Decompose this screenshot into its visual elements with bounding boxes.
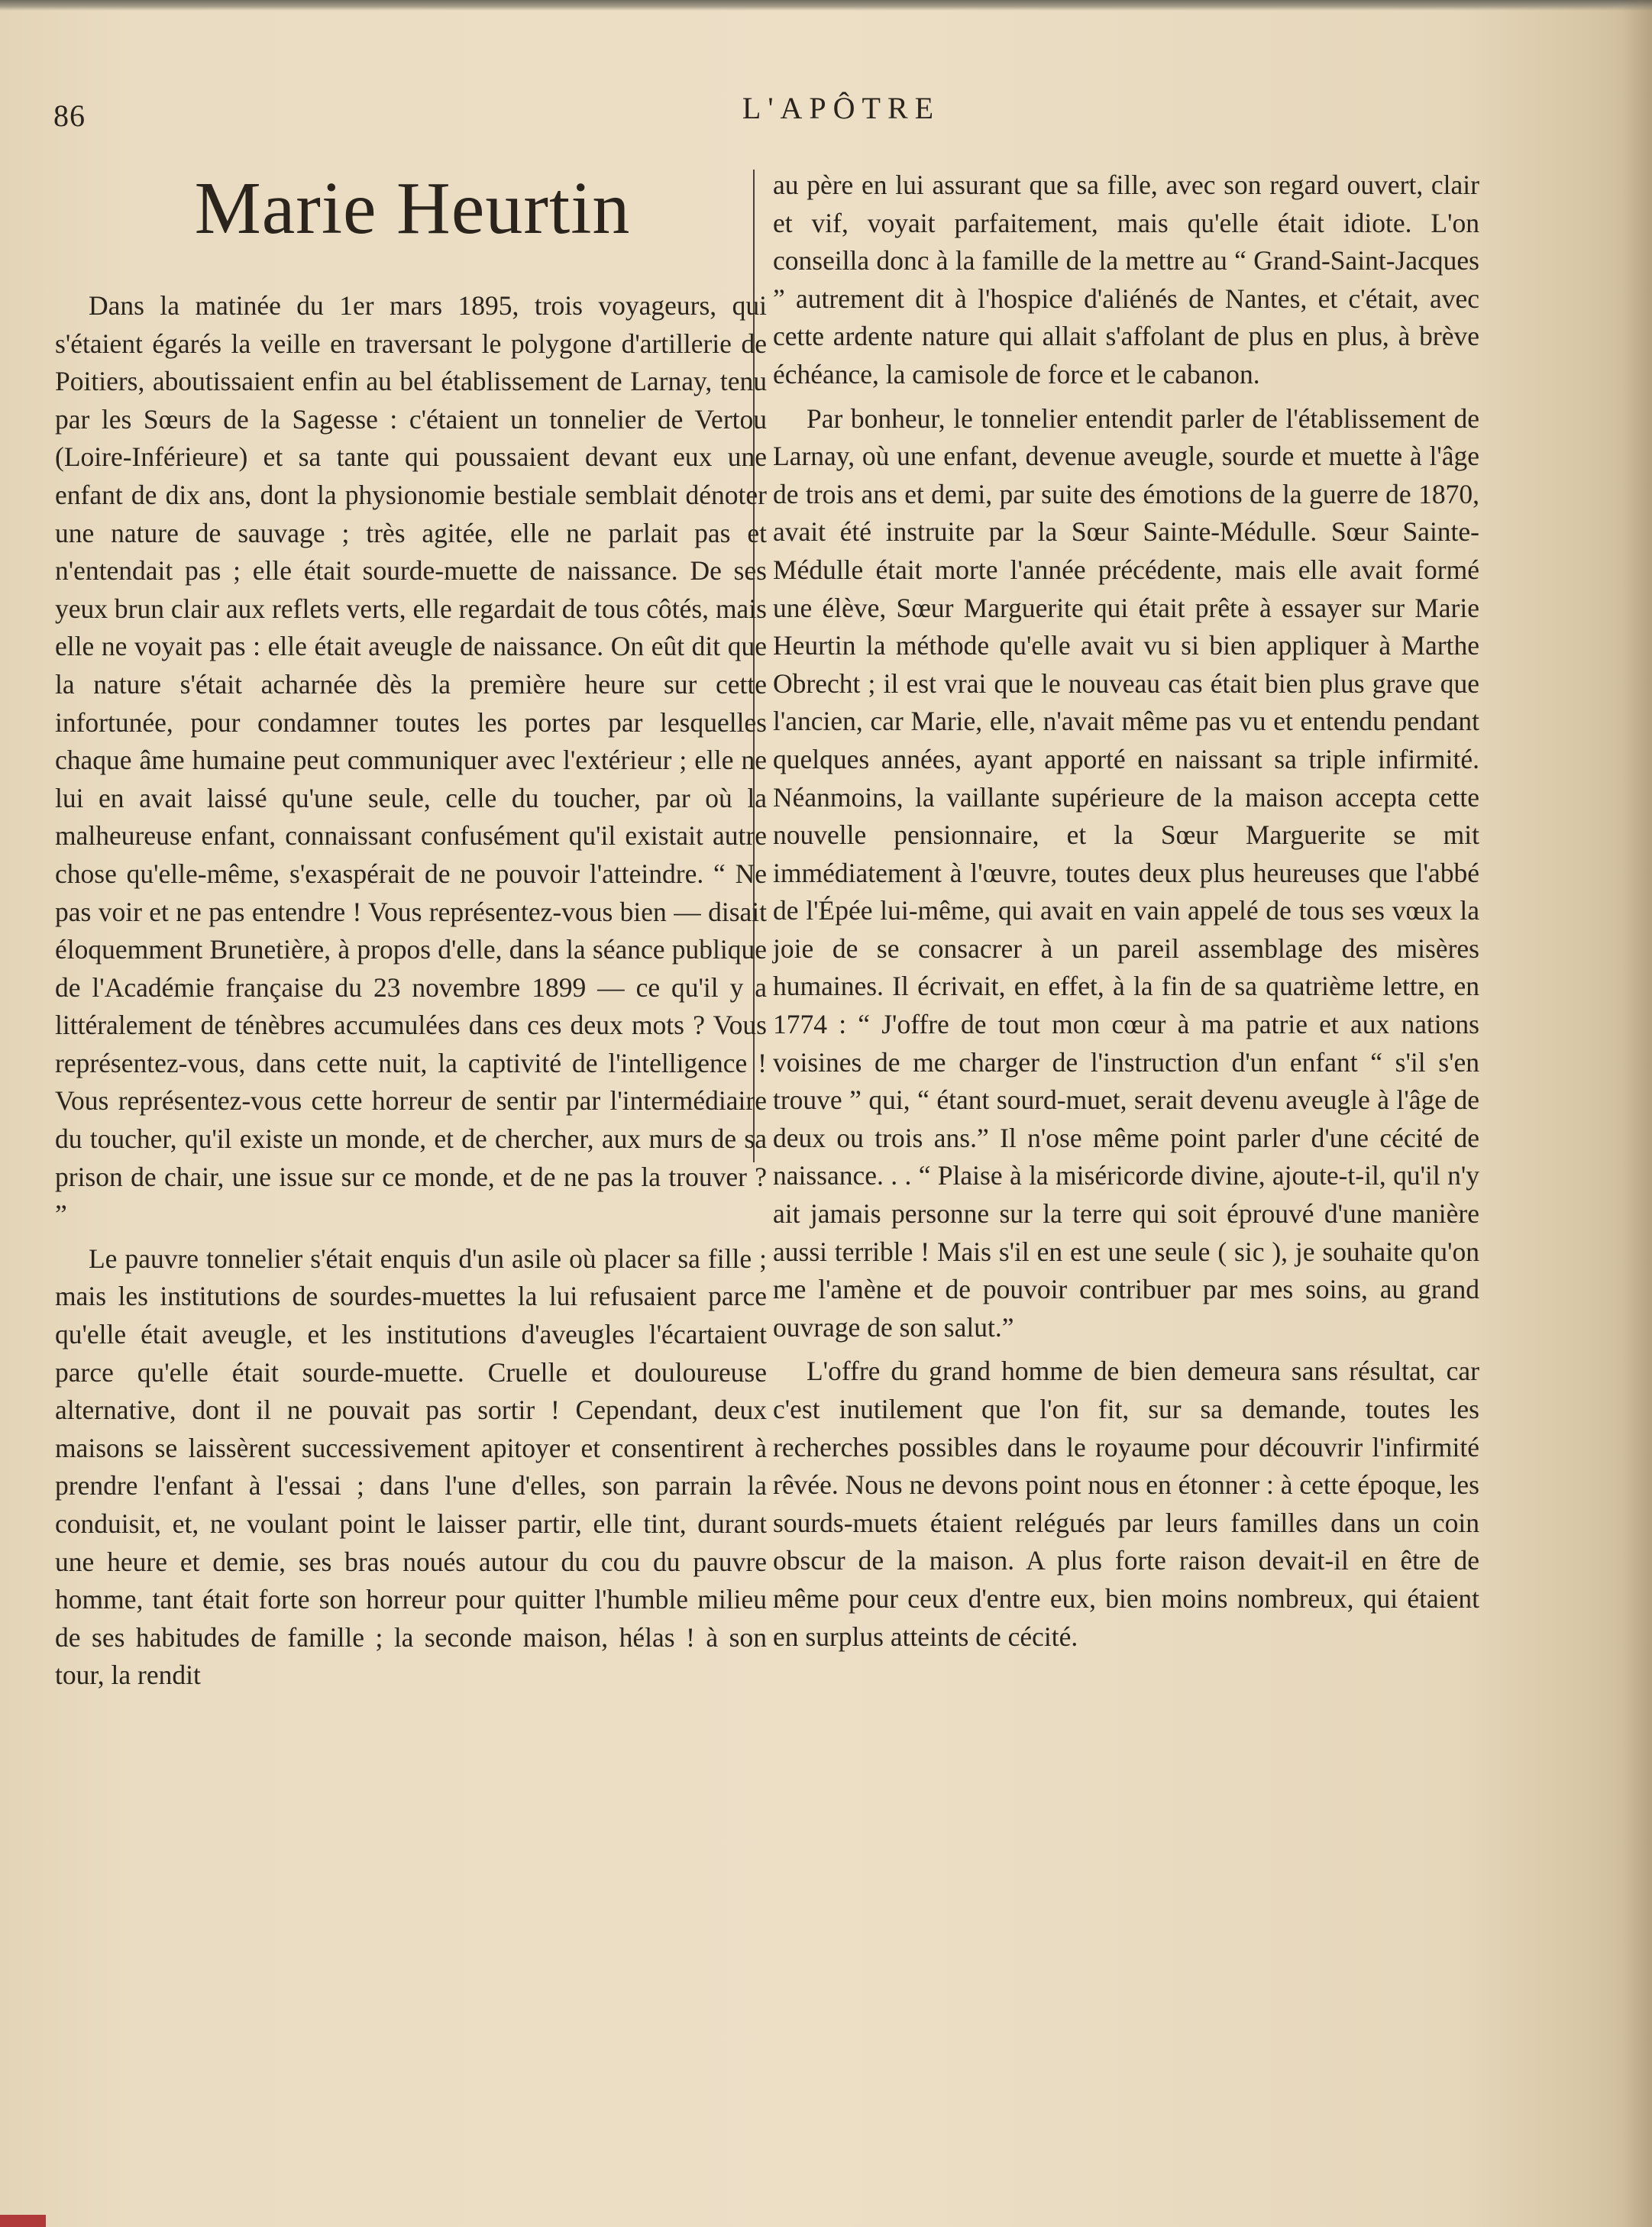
paragraph: Par bonheur, le tonnelier entendit parler de l'établissement de Larnay, où une enfant, devenue aveugle, sourde et muette à l'âge de trois ans et demi, par suite des émotions de la guerre de 1870, avait été instruite par la Sœur Sainte-Médulle. Sœur Sainte-Médulle était morte l'année précédente, mais elle avait formé une élève, Sœur Marguerite qui était prête à essayer sur Marie Heurtin la méthode qu'elle avait vu si bien appliquer à Marthe Obrecht ; il est vrai que le nouveau cas était bien plus grave que l'ancien, car Marie, elle, n'avait même pas vu et entendu pendant quelques années, ayant apporté en naissant sa triple infirmité. Néanmoins, la vaillante supérieure de la maison accepta cette nouvelle pensionnaire, et la Sœur Marguerite se mit immédiatement à l'œuvre, toutes deux plus heureuses que l'abbé de l'Épée lui-même, qui avait en vain appelé de tous ses vœux la joie de se consacrer à un pareil assemblage des misères humaines. Il écrivait, en effet, à la fin de sa quatrième lettre, en 1774 : “ J'offre de tout mon cœur à ma patrie et aux nations voisines de me charger de l'instruction d'un enfant “ s'il s'en trouve ” qui, “ étant sourd-muet, serait devenu aveugle à l'âge de deux ou trois ans.” Il n'ose même point parler d'une cécité de naissance. . . “ Plaise à la miséricorde divine, ajoute-t-il, qu'il n'y ait jamais personne sur la terre qui soit éprouvé d'une manière aussi terrible ! Mais s'il en est une seule ( sic ), je souhaite qu'on me l'amène et de pouvoir contribuer par mes soins, au grand ouvrage de son salut.” (773, 402, 1479, 1343)
article-title: Marie Heurtin (194, 167, 631, 250)
page-top-edge (0, 0, 1652, 11)
page-gutter-shadow (1621, 0, 1652, 2227)
running-head: L'APÔTRE (742, 91, 941, 125)
paragraph: au père en lui assurant que sa fille, avec son regard ouvert, clair et vif, voyait parfaitement, mais qu'elle était idiote. L'on conseilla donc à la famille de la mettre au “ Grand-Saint-Jacques ” autrement dit à l'hospice d'aliénés de Nantes, et c'était, avec cette ardente nature qui allait s'affolant de plus en plus, à brève échéance, la camisole de force et le cabanon. (773, 170, 1479, 389)
paragraph: Dans la matinée du 1er mars 1895, trois voyageurs, qui s'étaient égarés la veille en traversant le polygone d'artillerie de Poitiers, aboutissaient enfin au bel établissement de Larnay, tenu par les Sœurs de la Sagesse : c'étaient un tonnelier de Vertou (Loire-Inférieure) et sa tante qui poussaient devant eux une enfant de dix ans, dont la physionomie bestiale semblait dénoter une nature de sauvage ; très agitée, elle ne parlait pas et n'entendait pas ; elle était sourde-muette de naissance. De ses yeux brun clair aux reflets verts, elle regardait de tous côtés, mais elle ne voyait pas : elle était aveugle de naissance. On eût dit que la nature s'était acharnée dès la première heure sur cette infortunée, pour condamner toutes les portes par lesquelles chaque âme humaine peut communiquer avec l'extérieur ; elle ne lui en avait laissé qu'une seule, celle du toucher, par où la malheureuse enfant, connaissant confusément qu'il existait autre chose qu'elle-même, s'exaspérait de ne pouvoir l'atteindre. “ Ne pas voir et ne pas entendre ! Vous représentez-vous bien — disait éloquemment Brunetière, à propos d'elle, dans la séance publique de l'Académie française du 23 novembre 1899 — ce qu'il y a littéralement de ténèbres accumulées dans ces deux mots ? Vous représentez-vous, dans cette nuit, la captivité de l'intelligence ! Vous représentez-vous cette horreur de sentir par l'intermédiaire du toucher, qu'il existe un monde, et de chercher, aux murs de sa prison de chair, une issue sur ce monde, et de ne pas la trouver ? ” (55, 290, 767, 1230)
corner-color-strip (0, 2215, 46, 2227)
right-column (773, 166, 1479, 1656)
left-column (55, 287, 767, 1695)
page-number: 86 (53, 99, 86, 133)
paragraph: Le pauvre tonnelier s'était enquis d'un asile où placer sa fille ; mais les institutions de sourdes-muettes la lui refusaient parce qu'elle était aveugle, et les institutions d'aveugles l'écartaient parce qu'elle était sourde-muette. Cruelle et douloureuse alternative, dont il ne pouvait pas sortir ! Cependant, deux maisons se laissèrent successivement apitoyer et consentirent à prendre l'enfant à l'essai ; dans l'une d'elles, son parrain la conduisit, et, ne voulant point le laisser partir, elle tint, durant une heure et demie, ses bras noués autour du cou du pauvre homme, tant était forte son horreur pour quitter l'humble milieu de ses habitudes de famille ; la seconde maison, hélas ! à son tour, la rendit (55, 1243, 767, 1691)
paragraph: L'offre du grand homme de bien demeura sans résultat, car c'est inutilement que l'on fit, sur sa demande, toutes les recherches possibles dans le royaume pour découvrir l'infirmité rêvée. Nous ne devons point nous en étonner : à cette époque, les sourds-muets étaient relégués par leurs familles dans un coin obscur de la maison. A plus forte raison devait-il en être de même pour ceux d'entre eux, bien moins nombreux, qui étaient en surplus atteints de cécité. (773, 1356, 1479, 1652)
